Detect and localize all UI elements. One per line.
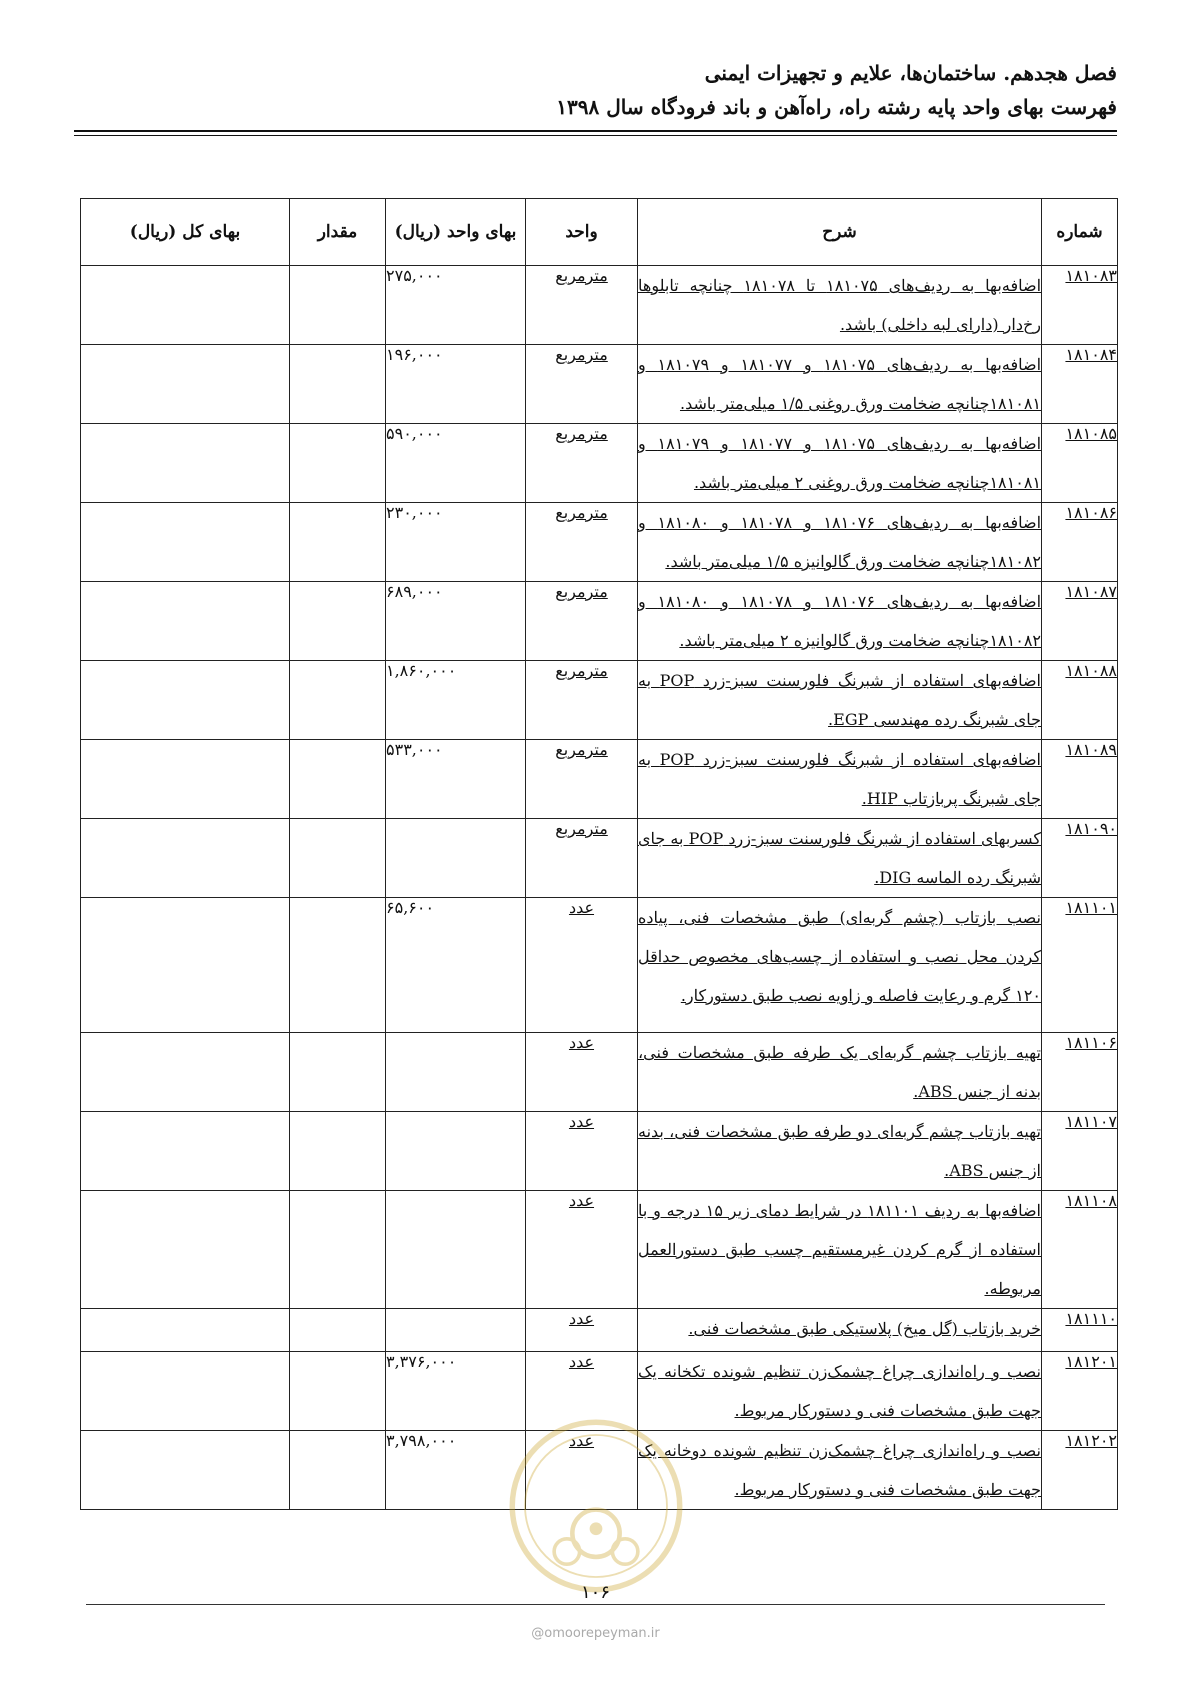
table-row xyxy=(81,898,1118,1033)
page-header xyxy=(74,56,1117,124)
site-watermark: @omoorepeyman.ir xyxy=(531,1626,660,1641)
item-unit: عدد xyxy=(526,1191,638,1309)
item-unit: مترمربع xyxy=(526,661,638,740)
item-number: ۱۸۱۱۰۱ xyxy=(1042,898,1118,1033)
header-total: بهای کل (ریال) xyxy=(81,199,290,266)
item-unit-price xyxy=(386,1309,526,1352)
table-row xyxy=(81,819,1118,898)
table-row xyxy=(81,1191,1118,1309)
header-quantity: مقدار xyxy=(290,199,386,266)
item-unit: عدد xyxy=(526,1431,638,1510)
item-unit: مترمربع xyxy=(526,345,638,424)
item-total xyxy=(81,1309,290,1352)
item-quantity xyxy=(290,740,386,819)
item-unit-price: ۱۹۶,۰۰۰ xyxy=(386,345,526,424)
footer-rule xyxy=(86,1604,1105,1605)
item-unit: مترمربع xyxy=(526,582,638,661)
item-unit: عدد xyxy=(526,1033,638,1112)
item-number: ۱۸۱۱۰۷ xyxy=(1042,1112,1118,1191)
item-total xyxy=(81,740,290,819)
item-unit-price: ۲۷۵,۰۰۰ xyxy=(386,266,526,345)
item-quantity xyxy=(290,503,386,582)
item-quantity xyxy=(290,345,386,424)
price-list-table xyxy=(80,198,1118,1510)
item-total xyxy=(81,819,290,898)
item-unit-price xyxy=(386,1112,526,1191)
item-number: ۱۸۱۱۰۸ xyxy=(1042,1191,1118,1309)
item-quantity xyxy=(290,1033,386,1112)
chapter-title: فصل هجدهم. ساختمان‌ها، علایم و تجهیزات ایمنی xyxy=(704,61,1117,85)
item-description: اضافه‌بها به ردیف‌های ۱۸۱۰۷۵ و ۱۸۱۰۷۷ و ۱۸۱۰۷۹ و ۱۸۱۰۸۱چنانچه ضخامت ورق روغنی ۲ میلی‌متر باشد. xyxy=(638,424,1042,503)
item-unit-price xyxy=(386,1191,526,1309)
header-description: شرح xyxy=(638,199,1042,266)
table-row xyxy=(81,424,1118,503)
item-unit-price: ۳,۳۷۶,۰۰۰ xyxy=(386,1352,526,1431)
item-number: ۱۸۱۰۸۴ xyxy=(1042,345,1118,424)
item-quantity xyxy=(290,1112,386,1191)
item-number: ۱۸۱۰۸۸ xyxy=(1042,661,1118,740)
item-quantity xyxy=(290,1352,386,1431)
header-unit: واحد xyxy=(526,199,638,266)
item-unit-price: ۵۹۰,۰۰۰ xyxy=(386,424,526,503)
item-number: ۱۸۱۲۰۲ xyxy=(1042,1431,1118,1510)
table-row xyxy=(81,266,1118,345)
item-unit: مترمربع xyxy=(526,266,638,345)
table-row xyxy=(81,345,1118,424)
header-unit-price: بهای واحد (ریال) xyxy=(386,199,526,266)
item-description: اضافه‌بها به ردیف‌های ۱۸۱۰۷۶ و ۱۸۱۰۷۸ و ۱۸۱۰۸۰ و ۱۸۱۰۸۲چنانچه ضخامت ورق گالوانیزه ۲ میلی‌متر باشد. xyxy=(638,582,1042,661)
item-unit: عدد xyxy=(526,1309,638,1352)
item-unit-price xyxy=(386,1033,526,1112)
item-quantity xyxy=(290,1309,386,1352)
item-total xyxy=(81,898,290,1033)
item-description: اضافه‌بها به ردیف ۱۸۱۱۰۱ در شرایط دمای زیر ۱۵ درجه و با استفاده از گرم کردن غیرمستقیم چسب طبق دستورالعمل مربوطه. xyxy=(638,1191,1042,1309)
item-number: ۱۸۱۱۰۶ xyxy=(1042,1033,1118,1112)
table-row xyxy=(81,1309,1118,1352)
item-description: اضافه‌بهای استفاده از شبرنگ فلورسنت سبز-زرد POP به جای شبرنگ پربازتاب HIP. xyxy=(638,740,1042,819)
item-number: ۱۸۱۰۸۹ xyxy=(1042,740,1118,819)
item-number: ۱۸۱۰۸۵ xyxy=(1042,424,1118,503)
item-description: اضافه‌بها به ردیف‌های ۱۸۱۰۷۵ تا ۱۸۱۰۷۸ چنانچه تابلوها رخ‌دار (دارای لبه داخلی) باشد. xyxy=(638,266,1042,345)
item-total xyxy=(81,266,290,345)
item-total xyxy=(81,1352,290,1431)
item-unit: مترمربع xyxy=(526,503,638,582)
item-total xyxy=(81,345,290,424)
item-total xyxy=(81,661,290,740)
item-description: اضافه‌بهای استفاده از شبرنگ فلورسنت سبز-زرد POP به جای شبرنگ رده مهندسی EGP. xyxy=(638,661,1042,740)
item-number: ۱۸۱۰۹۰ xyxy=(1042,819,1118,898)
item-total xyxy=(81,1191,290,1309)
table-row xyxy=(81,1033,1118,1112)
item-description: نصب بازتاب (چشم گربه‌ای) طبق مشخصات فنی، پیاده کردن محل نصب و استفاده از چسب‌های مخصوص حداقل ۱۲۰ گرم و رعایت فاصله و زاویه نصب طبق دستورکار. xyxy=(638,898,1042,1033)
item-description: تهیه بازتاب چشم گربه‌ای یک طرفه طبق مشخصات فنی، بدنه از جنس ABS. xyxy=(638,1033,1042,1112)
item-unit: عدد xyxy=(526,1352,638,1431)
item-quantity xyxy=(290,266,386,345)
item-quantity xyxy=(290,424,386,503)
item-unit-price: ۶۵,۶۰۰ xyxy=(386,898,526,1033)
item-total xyxy=(81,1033,290,1112)
table-row xyxy=(81,503,1118,582)
table-row xyxy=(81,582,1118,661)
item-quantity xyxy=(290,819,386,898)
item-unit: مترمربع xyxy=(526,819,638,898)
item-total xyxy=(81,1431,290,1510)
item-number: ۱۸۱۰۸۷ xyxy=(1042,582,1118,661)
item-quantity xyxy=(290,582,386,661)
item-unit-price: ۳,۷۹۸,۰۰۰ xyxy=(386,1431,526,1510)
table-header-row xyxy=(81,199,1118,266)
item-description: اضافه‌بها به ردیف‌های ۱۸۱۰۷۶ و ۱۸۱۰۷۸ و ۱۸۱۰۸۰ و ۱۸۱۰۸۲چنانچه ضخامت ورق گالوانیزه ۱/۵ میلی‌متر باشد. xyxy=(638,503,1042,582)
item-description: نصب و راه‌اندازی چراغ چشمک‌زن تنظیم شونده تکخانه یک جهت طبق مشخصات فنی و دستورکار مربوط. xyxy=(638,1352,1042,1431)
document-title: فهرست بهای واحد پایه رشته راه، راه‌آهن و باند فرودگاه سال ۱۳۹۸ xyxy=(556,95,1117,119)
item-number: ۱۸۱۲۰۱ xyxy=(1042,1352,1118,1431)
table-row xyxy=(81,740,1118,819)
item-total xyxy=(81,503,290,582)
item-quantity xyxy=(290,1191,386,1309)
item-quantity xyxy=(290,661,386,740)
table-row xyxy=(81,661,1118,740)
seal-watermark-icon xyxy=(505,1415,687,1597)
item-quantity xyxy=(290,898,386,1033)
item-description: کسربهای استفاده از شبرنگ فلورسنت سبز-زرد POP به جای شبرنگ رده الماسه DIG. xyxy=(638,819,1042,898)
table-row xyxy=(81,1112,1118,1191)
item-unit: مترمربع xyxy=(526,740,638,819)
item-number: ۱۸۱۰۸۳ xyxy=(1042,266,1118,345)
item-unit-price: ۱,۸۶۰,۰۰۰ xyxy=(386,661,526,740)
header-rule-thin xyxy=(74,135,1117,136)
item-quantity xyxy=(290,1431,386,1510)
item-unit-price xyxy=(386,819,526,898)
item-total xyxy=(81,582,290,661)
item-number: ۱۸۱۰۸۶ xyxy=(1042,503,1118,582)
item-unit: عدد xyxy=(526,898,638,1033)
item-number: ۱۸۱۱۱۰ xyxy=(1042,1309,1118,1352)
item-description: خرید بازتاب (گل میخ) پلاستیکی طبق مشخصات فنی. xyxy=(638,1309,1042,1352)
item-description: اضافه‌بها به ردیف‌های ۱۸۱۰۷۵ و ۱۸۱۰۷۷ و ۱۸۱۰۷۹ و ۱۸۱۰۸۱چنانچه ضخامت ورق روغنی ۱/۵ میلی‌متر باشد. xyxy=(638,345,1042,424)
item-total xyxy=(81,424,290,503)
item-total xyxy=(81,1112,290,1191)
header-rule xyxy=(74,130,1117,132)
item-unit: مترمربع xyxy=(526,424,638,503)
item-description: تهیه بازتاب چشم گربه‌ای دو طرفه طبق مشخصات فنی، بدنه از جنس ABS. xyxy=(638,1112,1042,1191)
item-unit-price: ۶۸۹,۰۰۰ xyxy=(386,582,526,661)
item-unit-price: ۲۳۰,۰۰۰ xyxy=(386,503,526,582)
item-description: نصب و راه‌اندازی چراغ چشمک‌زن تنظیم شونده دوخانه یک جهت طبق مشخصات فنی و دستورکار مربوط. xyxy=(638,1431,1042,1510)
item-unit-price: ۵۳۳,۰۰۰ xyxy=(386,740,526,819)
page-number: ۱۰۶ xyxy=(580,1582,610,1603)
header-number: شماره xyxy=(1042,199,1118,266)
item-unit: عدد xyxy=(526,1112,638,1191)
